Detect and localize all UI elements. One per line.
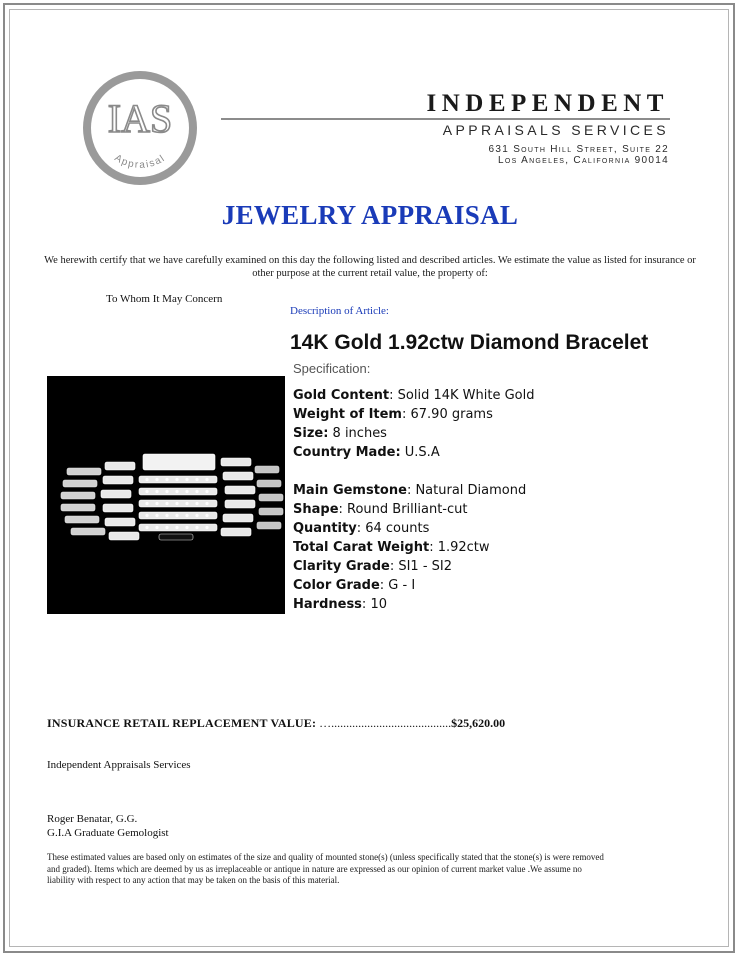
specification-label: Specification: (293, 361, 371, 376)
spec-spacer (293, 462, 534, 481)
spec-hardness: Hardness: 10 (293, 597, 387, 612)
logo-ring-text: Appraisal (112, 152, 168, 171)
recipient: To Whom It May Concern (106, 293, 223, 305)
company-name: INDEPENDENT (426, 90, 669, 117)
replacement-value (47, 716, 505, 731)
disclaimer: These estimated values are based only on estimates of the size and quality of mounted stone(s) (unless specifically stated that the stone(s) is were removed and graded). Items which are deemed by us as irreplaceable or antique in nature are expressed as our opinion of current market value .We assume no liability with respect to any action that may be taken on the basis of this material. (47, 852, 604, 885)
spec-quantity: Quantity: 64 counts (293, 521, 430, 536)
company-subtitle: APPRAISALS SERVICES (442, 122, 669, 138)
spec-list (293, 386, 534, 614)
address-line-2: Los Angeles, California 90014 (498, 155, 669, 166)
footer-company: Independent Appraisals Services (47, 759, 191, 771)
value-leader: …........................................ (316, 716, 452, 730)
spec-main-gemstone: Main Gemstone: Natural Diamond (293, 483, 527, 498)
appraiser-title: G.I.A Graduate Gemologist (47, 827, 169, 839)
address-line-1: 631 South Hill Street, Suite 22 (488, 144, 669, 155)
company-header (427, 90, 669, 118)
spec-gold-content: Gold Content: Solid 14K White Gold (293, 388, 535, 403)
spec-size: Size: 8 inches (293, 426, 387, 441)
value-label: INSURANCE RETAIL REPLACEMENT VALUE: (47, 716, 317, 730)
spec-country: Country Made: U.S.A (293, 445, 440, 460)
value-amount: $25,620.00 (451, 716, 506, 730)
ias-logo (80, 68, 200, 188)
header-rule (221, 118, 670, 120)
item-title: 14K Gold 1.92ctw Diamond Bracelet (290, 331, 649, 354)
appraiser-name: Roger Benatar, G.G. (47, 813, 138, 825)
document-title: JEWELRY APPRAISAL (221, 200, 519, 230)
appraiser-block (47, 812, 169, 840)
logo-monogram: IAS (107, 96, 173, 141)
intro-paragraph: We herewith certify that we have carefully examined on this day the following listed and described articles. We estimate the value as listed for insurance or other purpose at the current retail value, the property of: (44, 255, 696, 279)
spec-color: Color Grade: G - I (293, 578, 416, 593)
bracelet-photo (47, 376, 285, 614)
description-label: Description of Article: (290, 305, 389, 317)
spec-clarity: Clarity Grade: SI1 - SI2 (293, 559, 453, 574)
spec-shape: Shape: Round Brilliant-cut (293, 502, 468, 517)
spec-total-carat: Total Carat Weight: 1.92ctw (293, 540, 490, 555)
spec-weight: Weight of Item: 67.90 grams (293, 407, 493, 422)
